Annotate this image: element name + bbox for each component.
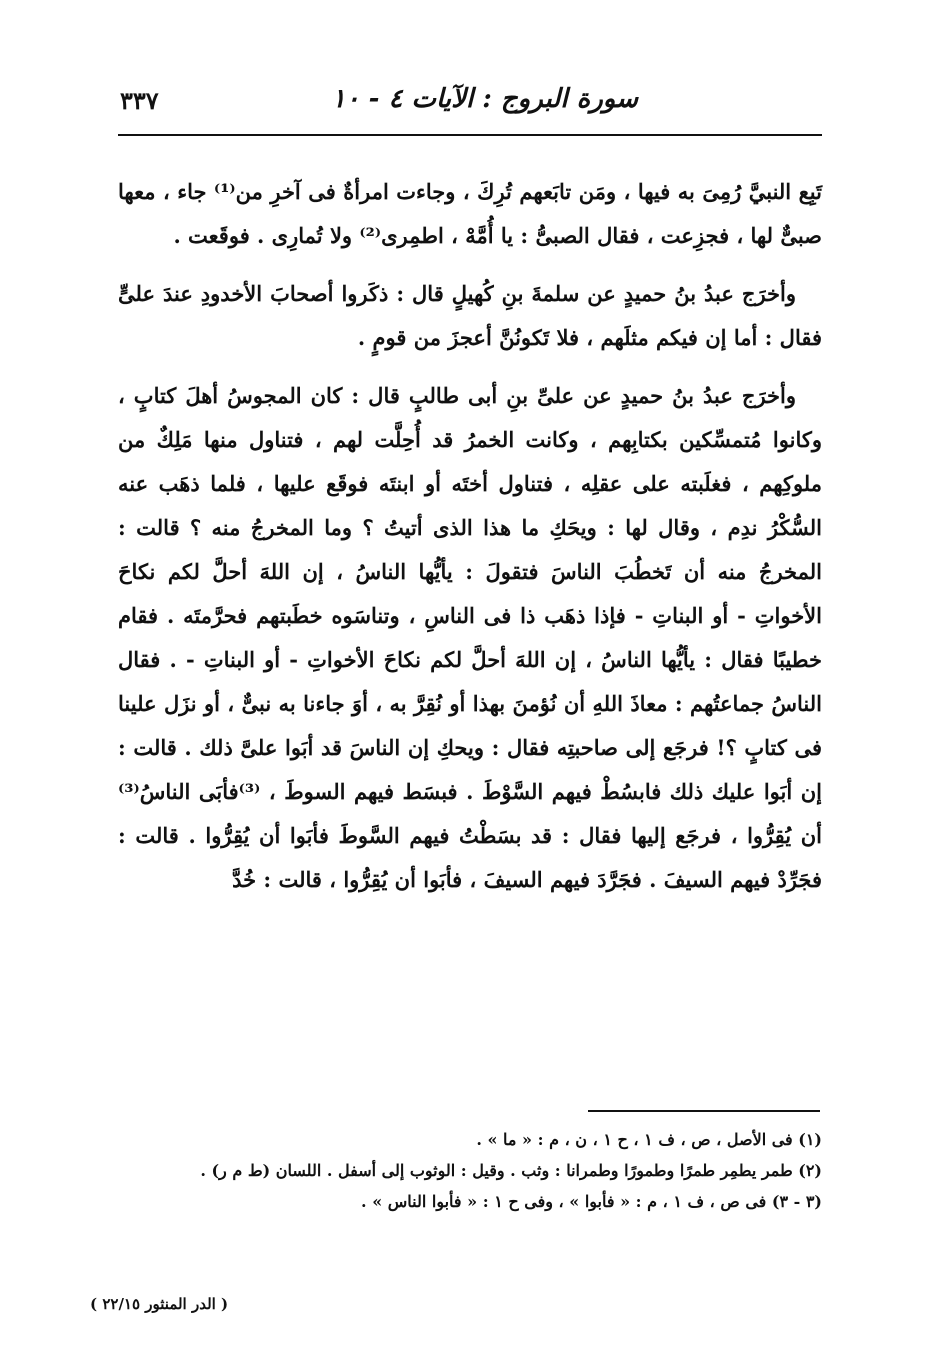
page-number: ٣٣٧ [120, 86, 159, 115]
footnotes [118, 1124, 822, 1217]
body-text [118, 170, 822, 916]
paragraph: وأخرَج عبدُ بنُ حميدٍ عن علىِّ بنِ أبى طالبٍ قال : كان المجوسُ أهلَ كتابٍ ، وكانوا مُتمسِّكين بكتابِهم ، وكانت الخمرُ قد أُحِلَّت لهم ، فتناول منها مَلِكٌ من ملوكِهم ، فغلَبته على عقلِه ، فتناول أختَه أو ابنتَه فوقَع عليها ، فلما ذهَب عنه السُّكْرُ ندِم ، وقال لها : ويحَكِ ما هذا الذى أتيتُ ؟ وما المخرجُ منه ؟ قالت : المخرجُ منه أن تَخطُبَ الناسَ فتقولَ : يأيُّها الناسُ ، إن اللهَ أحلَّ لكم نكاحَ الأخواتِ - أو البناتِ - فإذا ذهَب ذا فى الناسِ ، وتناسَوه خطَبتهم فحرَّمتَه . فقام خطيبًا فقال : يأيُّها الناسُ ، إن اللهَ أحلَّ لكم نكاحَ الأخواتِ - أو البناتِ - . فقال الناسُ جماعتُهم : معاذَ اللهِ أن نُؤمنَ بهذا أو نُقِرَّ به ، أوَ جاءنا به نبىٌّ ، أو نزَل علينا فى كتابٍ ؟! فرجَع إلى صاحبتِه فقال : ويحكِ إن الناسَ قد أبَوا علىَّ ذلك . قالت : إن أبَوا عليك ذلك فابسُطْ فيهم السَّوْطَ . فبسَط فيهم السوطَ ، ⁽³⁾فأبَى الناسُ⁽³⁾ أن يُقِرُّوا ، فرجَع إليها فقال : قد بسَطْتُ فيهم السَّوطَ فأبَوا أن يُقِرُّوا . قالت : فجَرِّدْ فيهم السيفَ . فجَرَّدَ فيهم السيفَ ، فأبَوا أن يُقِرُّوا ، قالت : خُدَّ [118, 383, 822, 892]
source-reference: ( الدر المنثور ٢٢/١٥ ) [90, 1295, 229, 1313]
running-title: سورة البروج : الآيات ٤ - ١٠ [331, 84, 638, 114]
footnote: (٢) طمر يطمِر طمرًا وطمورًا وطمرانا : وثب . وقيل : الوثوب إلى أسفل . اللسان (ط م ر) . [200, 1161, 822, 1180]
footnote-rule [588, 1110, 820, 1112]
footnote: (٣ - ٣) فى ص ، ف ١ ، م : « فأبوا » ، وفى ح ١ : « فأبوا الناس » . [361, 1192, 822, 1211]
paragraph: وأخرَج عبدُ بنُ حميدٍ عن سلمةَ بنِ كُهيلٍ قال : ذكَروا أصحابَ الأخدودِ عندَ علىٍّ فقال : أما إن فيكم مثلَهم ، فلا تَكونُنَّ أعجزَ من قومٍ . [118, 281, 822, 350]
page-header [118, 78, 818, 118]
header-rule [118, 134, 822, 136]
paragraph: تَبِع النبيَّ رُمِىَ به فيها ، ومَن تابَعهم تُرِكَ ، وجاءت امرأةٌ فى آخرِ من⁽¹⁾ جاء ، معها صبىٌّ لها ، فجزِعت ، فقال الصبىُّ : يا أُمَّهْ ، اطمِرى⁽²⁾ ولا تُمارِى . فوقَعت . [118, 179, 822, 248]
footnote: (١) فى الأصل ، ص ، ف ١ ، ح ١ ، ن ، م : « ما » . [476, 1130, 822, 1149]
